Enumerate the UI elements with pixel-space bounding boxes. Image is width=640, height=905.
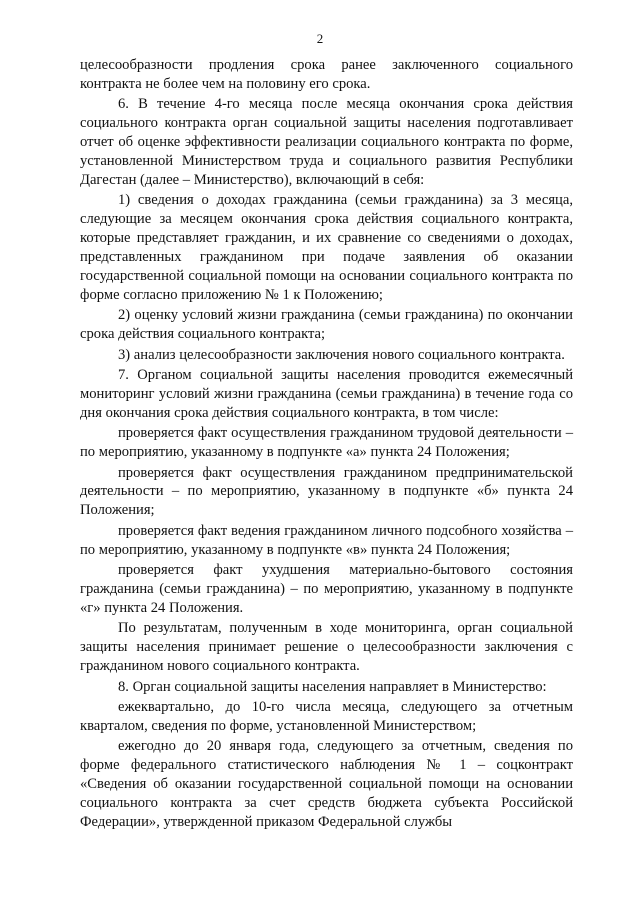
paragraph: 2) оценку условий жизни гражданина (семьи гражданина) по окончании срока действия социального контракта; xyxy=(80,307,573,343)
paragraph: ежеквартально, до 10-го числа месяца, следующего за отчетным кварталом, сведения по форме, установленной Министерством; xyxy=(80,698,573,734)
paragraph: 8. Орган социальной защиты населения направляет в Министерство: xyxy=(118,678,547,695)
paragraph: проверяется факт ведения гражданином личного подсобного хозяйства – по мероприятию, указанному в подпункте «в» пункта 24 Положения; xyxy=(80,522,573,558)
paragraph: По результатам, полученным в ходе мониторинга, орган социальной защиты населения принимает решение о целесообразности заключения с гражданином нового социального контракта. xyxy=(80,620,573,675)
paragraph: 7. Органом социальной защиты населения проводится ежемесячный мониторинг условий жизни гражданина (семьи гражданина) в течение года со дня окончания срока действия социального контракта, в том числе: xyxy=(80,367,573,421)
paragraph: 3) анализ целесообразности заключения нового социального контракта. xyxy=(118,346,565,363)
paragraph: ежегодно до 20 января года, следующего за отчетным, сведения по форме федерального статистического наблюдения № 1 – соцконтракт «Сведения об оказании государственной социальной помощи на основании социального контракта за счет средств бюджета субъекта Российской Федерации», утвержденной приказом Федеральной службы xyxy=(80,738,573,830)
paragraph: целесообразности продления срока ранее заключенного социального контракта не более чем на половину его срока. xyxy=(80,57,573,92)
paragraph: проверяется факт осуществления гражданином трудовой деятельности – по мероприятию, указанному в подпункте «а» пункта 24 Положения; xyxy=(80,425,573,461)
page-number: 2 xyxy=(316,31,324,46)
paragraph: проверяется факт осуществления гражданином предпринимательской деятельности – по мероприятию, указанному в подпункте «б» пункта 24 Положения; xyxy=(80,464,573,519)
paragraph: проверяется факт ухудшения материально-бытового состояния гражданина (семьи гражданина) – по мероприятию, указанному в подпункте «г» пункта 24 Положения. xyxy=(80,562,573,616)
document-body xyxy=(80,56,573,833)
paragraph: 6. В течение 4-го месяца после месяца окончания срока действия социального контракта орган социальной защиты населения подготавливает отчет об оценке эффективности реализации социального контракта по форме, установленной Министерством труда и социального развития Республики Дагестан (далее – Министерство), включающий в себя: xyxy=(80,96,573,188)
paragraph: 1) сведения о доходах гражданина (семьи гражданина) за 3 месяца, следующие за месяцем окончания срока действия социального контракта, которые представляет гражданин, и их сравнение со сведениями о доходах, представленных гражданином при подаче заявления об оказании государственной социальной помощи на основании социального контракта по форме согласно приложению № 1 к Положению; xyxy=(80,192,573,303)
